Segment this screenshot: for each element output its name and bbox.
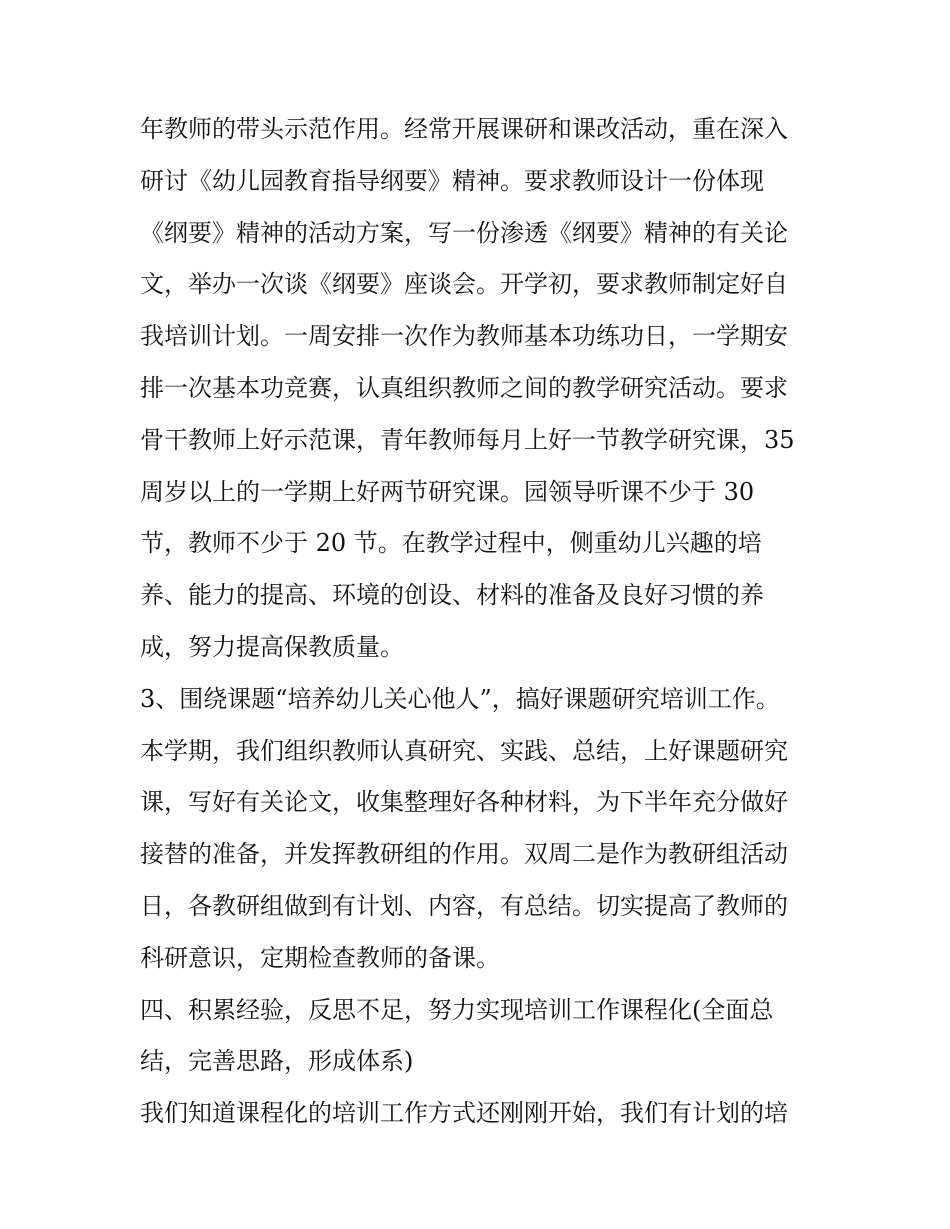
text-line: 养、能力的提高、环境的创设、材料的准备及良好习惯的养 [140,581,764,610]
text-line: 《纲要》精神的活动方案，写一份渗透《纲要》精神的有关论 [140,218,788,247]
text-line: 本学期，我们组织教师认真研究、实践、总结，上好课题研究 [140,736,788,765]
text-line: 我们知道课程化的培训工作方式还刚刚开始，我们有计划的培 [140,1099,788,1128]
text-line: 结，完善思路，形成体系) [140,1047,414,1076]
text-line: 我培训计划。一周安排一次作为教师基本功练功日，一学期安 [140,322,788,351]
text-line: 课，写好有关论文，收集整理好各种材料，为下半年充分做好 [140,788,788,817]
text-line: 年教师的带头示范作用。经常开展课研和课改活动，重在深入 [140,115,788,143]
text-line: 日，各教研组做到有计划、内容，有总结。切实提高了教师的 [140,891,788,920]
text-line: 成，努力提高保教质量。 [140,632,404,661]
text-line: 节，教师不少于 20 节。在教学过程中，侧重幼儿兴趣的培 [140,529,762,558]
text-line: 骨干教师上好示范课，青年教师每月上好一节教学研究课，35 [140,425,795,454]
text-line: 文，举办一次谈《纲要》座谈会。开学初，要求教师制定好自 [140,270,788,299]
body-text [140,104,830,1140]
text-line: 排一次基本功竞赛，认真组织教师之间的教学研究活动。要求 [140,373,788,402]
text-line: 研讨《幼儿园教育指导纲要》精神。要求教师设计一份体现 [140,166,764,195]
text-line: 科研意识，定期检查教师的备课。 [140,943,500,972]
text-line: 接替的准备，并发挥教研组的作用。双周二是作为教研组活动 [140,840,788,869]
text-line: 周岁以上的一学期上好两节研究课。园领导听课不少于 30 [140,477,755,506]
section-heading-3: 3、围绕课题“培养幼儿关心他人”，搞好课题研究培训工作。 [140,684,780,713]
section-heading-4: 四、积累经验，反思不足，努力实现培训工作课程化(全面总 [140,995,774,1024]
